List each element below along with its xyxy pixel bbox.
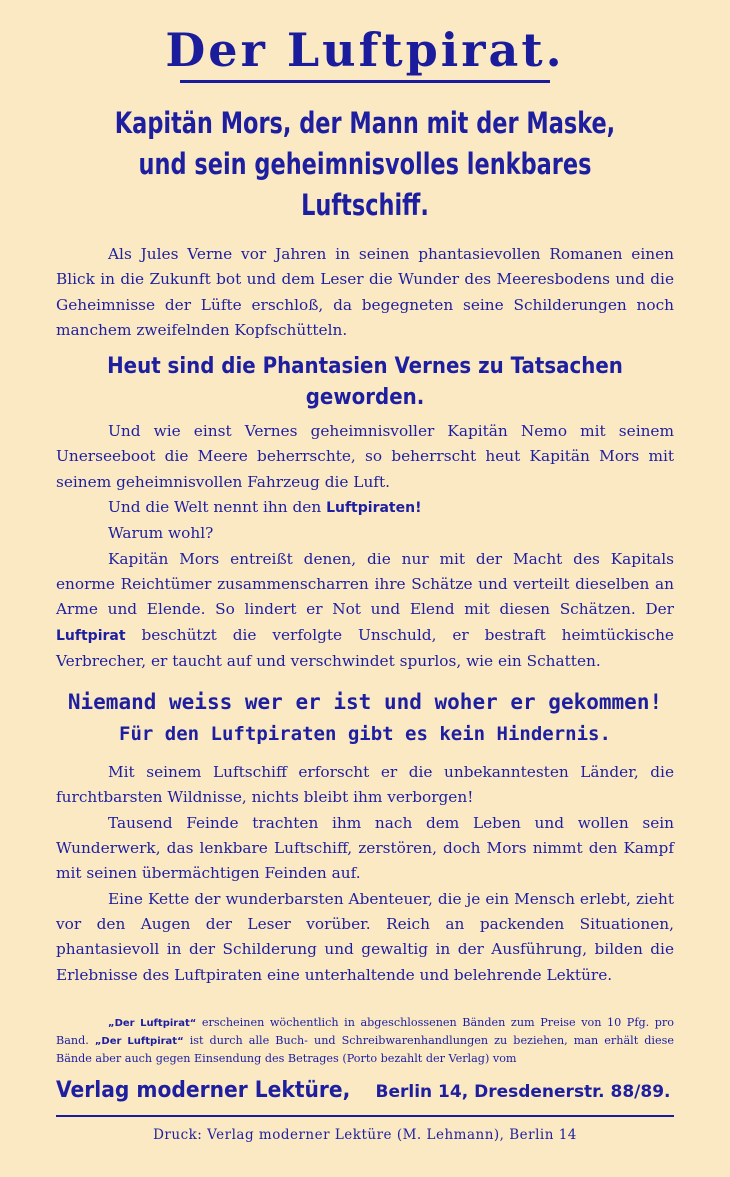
footnote-emphasis-1: „Der Luftpirat“: [108, 1017, 197, 1029]
schaetze-text-2: beschützt die verfolgte Unschuld, er bestraft heimtückische Verbrecher, er taucht auf und verschwindet spurlos, wie ein Schatten.: [56, 625, 674, 670]
printer-imprint: Druck: Verlag moderner Lektüre (M. Lehmann), Berlin 14: [153, 1127, 577, 1144]
footnote: [56, 1014, 674, 1068]
subtitle-line-2: und sein geheimnisvolles lenkbares: [138, 147, 592, 181]
niemand-line-2: Für den Luftpiraten gibt es kein Hindernis.: [119, 723, 611, 746]
niemand-line-1: Niemand weiss wer er ist und woher er gekommen!: [67, 690, 663, 715]
masthead: [56, 0, 674, 83]
footnote-text-1: erscheinen wöchentlich in abgeschlossenen Bänden zum Preise von 10 Pfg. pro Band.: [56, 1015, 674, 1048]
subtitle-line-1: Kapitän Mors, der Mann mit der Maske,: [114, 106, 616, 140]
bottom-rule: [56, 1115, 674, 1117]
warum-paragraph: Warum wohl?: [108, 524, 214, 543]
subtitle-line-3: Luftschiff.: [301, 188, 429, 222]
schaetze-text-1: Kapitän Mors entreißt denen, die nur mit der Macht des Kapitals enorme Reichtümer zusammenscharren ihre Schätze und verteilt dieselben an Arme und Elende. So lindert er Not und Elend mit diesen Schätzen. Der: [56, 549, 674, 619]
section-heading-niemand: [56, 686, 674, 750]
footnote-text-2: ist durch alle Buch- und Schreibwarenhandlungen zu beziehen, man erhält diese Bände aber auch gegen Einsendung des Betrages (Porto bezahlt der Verlag) vom: [56, 1034, 674, 1066]
masthead-underline: [180, 80, 550, 83]
abenteuer-paragraph: Eine Kette der wunderbarsten Abenteuer, die je ein Mensch erlebt, zieht vor den Augen der Leser vorüber. Reich an packenden Situationen, phantasievoll in der Schilderung und gewaltig in der Ausführung, bilden die Erlebnisse des Luftpiraten eine unterhaltende und belehrende Lektüre.: [56, 889, 674, 984]
luftpirat-paragraph: [56, 495, 674, 521]
subtitle: [99, 103, 630, 226]
masthead-title: Der Luftpirat.: [165, 23, 565, 77]
section-heading-tatsachen: Heut sind die Phantasien Vernes zu Tatsachen geworden.: [107, 354, 623, 411]
luftpirat-emphasis: Luftpiraten!: [326, 500, 422, 517]
intro-paragraph: Als Jules Verne vor Jahren in seinen phantasievollen Romanen einen Blick in die Zukunft bot und dem Leser die Wunder des Meeresbodens und die Geheimnisse der Lüfte erschloß, da begegneten seine Schilderungen noch manchem zweifelnden Kopfschütteln.: [56, 245, 674, 339]
publisher-line: [56, 1075, 674, 1108]
nemo-paragraph: Und wie einst Vernes geheimnisvoller Kapitän Nemo mit seinem Unerseeboot die Meere beherrschte, so beherrscht heut Kapitän Mors mit seinem geheimnisvollen Fahrzeug die Luft.: [56, 422, 674, 491]
footnote-emphasis-2: „Der Luftpirat“: [94, 1036, 184, 1048]
publisher-address: Berlin 14, Dresdenerstr. 88/89.: [375, 1082, 671, 1103]
schaetze-paragraph: [56, 547, 674, 674]
luftpirat-text: Und die Welt nennt ihn den: [108, 498, 327, 517]
luftschiff-paragraph: Mit seinem Luftschiff erforscht er die unbekanntesten Länder, die furchtbarsten Wildnisse, nichts bleibt ihm verborgen!: [56, 763, 674, 807]
publisher-name: Verlag moderner Lektüre,: [56, 1078, 351, 1104]
feinde-paragraph: Tausend Feinde trachten ihm nach dem Leben und wollen sein Wunderwerk, das lenkbare Luftschiff, zerstören, doch Mors nimmt den Kampf mit seinen übermächtigen Feinden auf.: [56, 813, 674, 883]
schaetze-emphasis: Luftpirat: [56, 627, 126, 644]
